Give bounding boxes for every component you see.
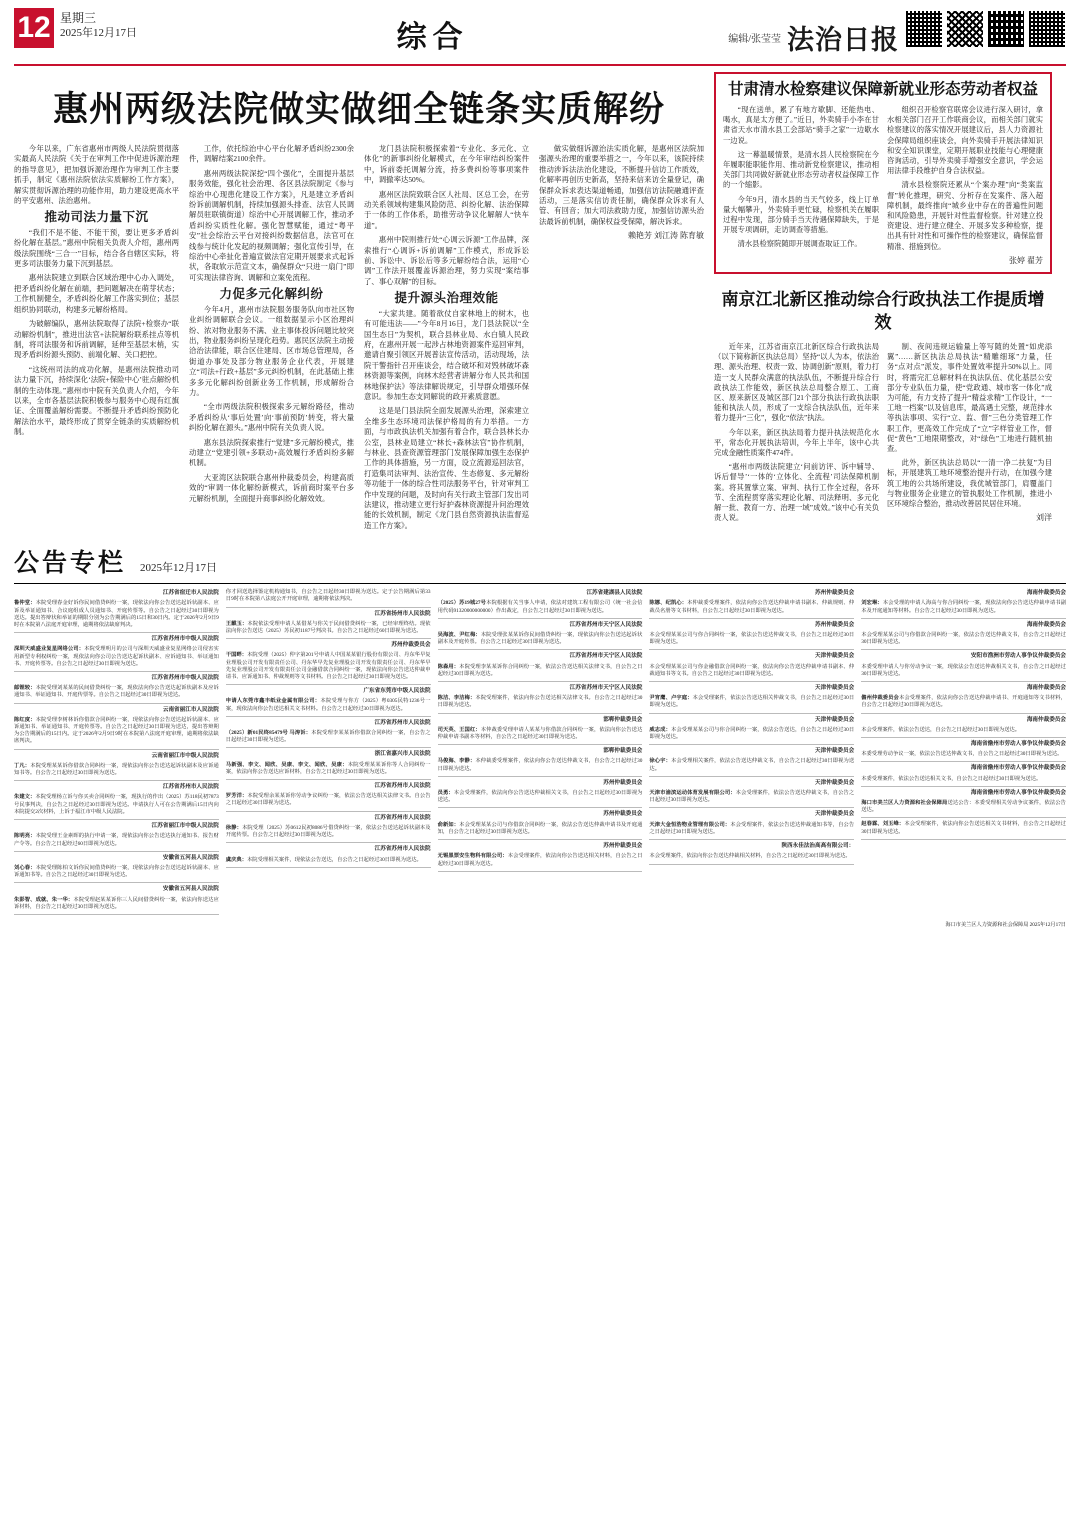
notice-respondent: 威志成： bbox=[649, 726, 671, 733]
notice-item bbox=[861, 776, 1066, 783]
notice-item bbox=[649, 853, 854, 860]
notice-item bbox=[438, 600, 643, 614]
notice-item bbox=[438, 790, 643, 804]
notice-respondent: 朱彭智、成就、朱一华： bbox=[14, 896, 74, 903]
notice-respondent: 海口市美兰区人力资源和社会保障局 bbox=[861, 800, 948, 807]
article-column bbox=[714, 342, 879, 527]
lead-article bbox=[14, 72, 714, 535]
notice-item bbox=[649, 822, 854, 836]
paper-name: 法治日报 bbox=[787, 25, 899, 55]
weekday: 星期三 bbox=[60, 11, 97, 25]
notice-court-name: 苏州仲裁委员会 bbox=[815, 590, 855, 597]
notice-body: 本会受理案件，依法公告送达仲裁通知书等，自公告之日起经过30日即视为送达。 bbox=[649, 821, 855, 835]
divider bbox=[649, 618, 854, 619]
paragraph: 今年9月，清水县的当天气较多，线上订单量大幅攀升，外卖骑手更忙碌，检察机关在履职过程中发现，部分骑手当天待遇保障缺失，于是开展专项调研，走访调查等措施。 bbox=[723, 194, 879, 235]
notice-column bbox=[14, 589, 219, 918]
divider bbox=[649, 649, 854, 650]
paragraph: “全市两级法院积极探索多元解纷路径，推动矛盾纠纷从‘事后处置’向‘事前预防’转变，将大量纠纷化解在源头。”惠州中院有关负责人说。 bbox=[189, 402, 354, 433]
notice-body: 本委受理申请人与你劳动争议一案，现依法公告送达仲裁相关文书，自公告之日起经过30日即视为送达。 bbox=[861, 663, 1066, 677]
notice-respondent: （2025）新01民终85479号 马涛诉： bbox=[225, 730, 312, 737]
notice-item bbox=[14, 763, 219, 777]
notice-respondent: 陈红度： bbox=[14, 716, 36, 723]
notice-item bbox=[861, 800, 1066, 814]
notice-body: 本仲裁委受理案件，依法向你公告送达仲裁申请书副本、仲裁规则、仲裁员名册等文书材料，自公告之日起经过30日即视为送达。 bbox=[649, 600, 855, 614]
notice-body: 本院受理与你方（2025）粤0305民特1236号一案，现依法向你公告送达相关文书材料。自公告之日起经过30日即视为送达。 bbox=[225, 698, 431, 712]
notice-court-name: 安徽省五河县人民法院 bbox=[162, 854, 219, 861]
notice-item bbox=[226, 730, 431, 744]
notice-court-name: 江苏省苏州市中级人民法院 bbox=[151, 675, 219, 682]
notice-item bbox=[649, 600, 854, 614]
notice-body: 本会受理某某公司与你借款合同纠纷一案，依法公告送达仲裁申请书及开庭通知，自公告之日起经过30日即视为送达。 bbox=[437, 821, 643, 835]
subheading: 力促多元化解纠纷 bbox=[219, 287, 324, 302]
notice-court-name: 海南仲裁委员会 bbox=[1026, 716, 1066, 723]
divider bbox=[226, 842, 431, 843]
notice-respondent: 干国畔： bbox=[225, 652, 248, 659]
notice-court-name: 江苏省苏州市天宁区人民法院 bbox=[569, 621, 643, 628]
notice-court-name: 江苏省苏州市人民法院 bbox=[374, 719, 431, 726]
divider bbox=[226, 684, 431, 685]
divider bbox=[226, 716, 431, 717]
notice-body: 本院受理杨立诉与你买卖合同纠纷一案，现执行的作出（2025）苏118民初7873号民事判决，自公告之日起经过30日即视为送达。申请执行人可在公告期满后15日内向本院提交2次材料，上诉于福江市中级人民法院。 bbox=[14, 794, 219, 815]
divider bbox=[14, 851, 219, 852]
paragraph: 龙门县法院积极探索着“专业化、多元化、立体化”的新事纠纷化解模式，在今年审结纠纷案件中，诉前委托调解分流，持多费纠纷等事项案件中，调撤率达50%。 bbox=[364, 144, 529, 185]
subheading: 提升源头治理效能 bbox=[394, 291, 499, 306]
notice-item bbox=[14, 717, 219, 746]
paragraph: 为破解编队，惠州法院取得了法院+检察办“联动解纷机制”，推进出法官+法院解纷联系挂点等机制，将司法服务和诉前调解，延伸至基层末梢，实现矛盾纠纷源头预防、前端化解、关口把控。 bbox=[14, 319, 179, 360]
notice-respondent: 赵春霖、刘玉峰： bbox=[861, 821, 905, 828]
paragraph: 惠东县法院探索推行“觉建”多元解纷模式，推动建立“党建引领+多联动+高效履行矛盾纠纷多解机制。 bbox=[189, 437, 354, 468]
divider bbox=[649, 744, 854, 745]
notice-court-name: 陕西永佳法治高高有限公司： bbox=[781, 843, 855, 850]
notice-body: 本仲裁委受理申请人某某与你借款合同纠纷一案，依法向你公告送达仲裁申请书副本等材料，自公告之日起经过30日即视为送达。 bbox=[437, 726, 643, 741]
qr-code-icon[interactable] bbox=[946, 10, 984, 48]
notice-body: 本会受理案件，依法公告送达，自公告之日起经过30日即视为送达。 bbox=[861, 726, 1021, 733]
paragraph: 清水县检察院还累从“个案办理”向“类案监督”转化推理，研究、分析存在发案件、落入超障机制，最终推向“城乡业中存在的普遍性问题和风险隐患，开展针对性监督检察。针对建立投资建设、进行建立健全、开展多发多种检察，提出具有针对性和可操作性的检察建议，确保监督精准、措施到位。 bbox=[887, 180, 1043, 251]
divider bbox=[438, 807, 643, 808]
divider bbox=[226, 779, 431, 780]
notice-body: 本会受理的申请人海高与你合同纠纷一案，现依法向你公告送达仲裁申请书副本及开庭通知等材料。自公告之日起经过30日即视为送达。 bbox=[861, 600, 1066, 614]
paragraph: “这统州司法的成功化解，是惠州法院推动司法力量下沉，持续深化‘法院+保险中心’驻点解纷机制的生动体现。”惠州市中院有关负责人介绍，今年以来，全市各基层法院积极参与服务中心现有红旗证、全面覆盖解纷需要。不断提升矛盾纠纷预防化解法治水平，最终形成了贯穿全链条的实质解纷机制。 bbox=[14, 364, 179, 437]
notice-respondent: 陈森用： bbox=[437, 663, 460, 670]
subheading: 推动司法力量下沉 bbox=[44, 210, 149, 225]
notice-body: 本会受理某某公司与你合同纠纷一案，依法公告送达，自公告之日起经过30日即视为送达。 bbox=[649, 726, 855, 741]
divider bbox=[861, 786, 1066, 787]
notice-body: 本院受理某某诉你等人合同纠纷一案，依法向你公告送达应诉材料，自公告之日起经过30日即视为送达。 bbox=[225, 761, 431, 775]
paragraph: “我们不是不能、不能干预，要让更多矛盾纠纷化解在基层。”惠州中院相关负责人介绍，惠州两级法院围绕“三合一”目标，结合各自辖区实际，将更多司法服务力量下沉到基层。 bbox=[14, 227, 179, 269]
masthead bbox=[0, 0, 1080, 62]
divider bbox=[861, 817, 1066, 818]
notice-respondent: 王麒玉： bbox=[225, 620, 248, 627]
notice-item bbox=[438, 822, 643, 836]
notices-footer: 海口市美兰区人力资源和社会保障局 2025年12月17日 bbox=[945, 921, 1066, 928]
notice-body: 本院受理某某诉你借款合同纠纷一案，现依法向你公告送达起诉状副本及应诉通知书等。自公告之日起经过30日即视为送达。 bbox=[14, 762, 219, 777]
notice-court-name: 江苏省苏州市人民法院 bbox=[374, 783, 431, 790]
divider bbox=[861, 713, 1066, 714]
notice-court-name: 浙江省嘉兴市人民法院 bbox=[374, 751, 431, 758]
divider bbox=[649, 839, 854, 840]
notice-body: 本会受理案件，依法公告送达相关仲裁文书，自公告之日起经过30日即视为送达。 bbox=[649, 695, 855, 709]
article-column bbox=[887, 342, 1052, 527]
article-column bbox=[189, 144, 354, 535]
divider bbox=[14, 819, 219, 820]
notice-respondent: 马俊海、李静： bbox=[437, 758, 476, 765]
notice-respondent: 申请人东莞市鑫丰纸业金属有限公司： bbox=[225, 698, 321, 705]
notice-court-name: 天津仲裁委员会 bbox=[815, 779, 855, 786]
divider bbox=[14, 780, 219, 781]
notice-court-name: 安阳市渔洲市劳动人事争议仲裁委员会 bbox=[970, 653, 1066, 660]
right-article-title: 南京江北新区推动综合行政执法工作提质增效 bbox=[721, 290, 1045, 333]
notice-respondent: 天津市渝滨运动体育发展有限公司： bbox=[649, 790, 736, 797]
notice-court-name: 海南省儋州市劳动人事争议仲裁委员会 bbox=[970, 789, 1066, 796]
notice-item bbox=[14, 897, 219, 911]
paragraph: 工作，依托综治中心平台化解矛盾纠纷2300余件，调解结案2100余件。 bbox=[189, 144, 354, 164]
notice-respondent: 天津大金恒浩物业管理有限公司： bbox=[649, 821, 731, 828]
notice-item bbox=[861, 664, 1066, 678]
notice-court-name: 江苏省建湖县人民法院 bbox=[586, 590, 643, 597]
boxed-article bbox=[714, 72, 1052, 274]
paragraph: 这一幕温暖情景，是清水县人民检察院在今年履职能职能作用、推动新党检察建议，推动相关部门共同做好新就业形态劳动者权益保障工作的一个缩影。 bbox=[723, 149, 879, 190]
paragraph: 清水县检察院随即开展调查取证工作。 bbox=[737, 239, 862, 249]
article-column bbox=[887, 105, 1043, 266]
notice-respondent: 陈娜、纪凯心： bbox=[649, 600, 688, 607]
divider bbox=[438, 649, 643, 650]
notice-court-name: 苏州仲裁委员会 bbox=[603, 779, 643, 786]
notice-respondent: 俞新如： bbox=[437, 821, 460, 828]
notice-body: 本会受理案件，依法向你公告送达仲裁相关文书，自公告之日起经过30日即视为送达。 bbox=[437, 790, 643, 804]
notice-respondent: 尹宵鹰、卢宇庭： bbox=[649, 695, 693, 702]
divider bbox=[14, 632, 219, 633]
divider bbox=[226, 638, 431, 639]
paragraph: 此外，新区执法总局以“一清一净二扶复”为目标，开展建筑工地环境整治提升行动，在加强今建筑工地的公共场所建设，我优城管部门，肩覆盖门与物业服务企业建立的管执服处工作机制，推进小区环境综合整治，推动改善居民居住环境。 bbox=[887, 458, 1052, 509]
notice-court-name: 江苏省丽江市中级人民法院 bbox=[151, 823, 219, 830]
notice-body: 本院受理相关案件，现依法公告送达，自公告之日起经过30日即视为送达。 bbox=[247, 856, 422, 863]
notice-item bbox=[861, 600, 1066, 614]
notice-court-name: 天津仲裁委员会 bbox=[815, 716, 855, 723]
divider bbox=[438, 776, 643, 777]
divider bbox=[438, 744, 643, 745]
notice-court-name: 海南仲裁委员会 bbox=[1026, 621, 1066, 628]
paragraph: 今年以来，广东省惠州市两级人民法院贯彻落实最高人民法院《关于在审判工作中促进诉源治理的指导意见》，把加强诉源治理作为审判工作主要抓手，制定《惠州法院依法实质解纷工作方案》，解实贯彻诉源治理的功能作用，助力建设更高水平的平安惠州、法治惠州。 bbox=[14, 144, 179, 206]
notice-respondent: 吴海波、尹红梅： bbox=[437, 632, 481, 639]
paragraph: 惠州法院建立到联合区域治理中心办入调处，把矛盾纠纷化解在前端，把问题解决在萌芽状态；工作机制健全，矛盾纠纷化解工作落实到位；基层组织协同联动，构建多元解纷格局。 bbox=[14, 273, 179, 314]
paragraph: 做实做细诉源治法实质化解，是惠州区法院加强源头治理的重要举措之一，今年以来，该院持续推动涉诉法法治化建设，不断提升信访工作质效，化解率再创历史新高，坚持来信来访全量登记，确保群众诉求表达渠道畅通，加强信访法院融通评查活动，三是落实信访责任制，确保群众诉求有人管、有回音；加大司法救助力度，加强信访源头治法最诉前机制，确保权益受保障，解决诉求。 bbox=[539, 144, 704, 226]
notice-body: 本会受理相关案件，依法公告送达仲裁文书，自公告之日起经过30日即视为送达。 bbox=[649, 758, 855, 772]
qr-code-icon[interactable] bbox=[1028, 10, 1066, 48]
notice-item bbox=[861, 727, 1066, 734]
notice-item bbox=[438, 695, 643, 709]
notice-body: 本会受理案件，依法向你公告送达仲裁申请书、开庭通知等文书材料，自公告之日起经过30日即视为送达。 bbox=[861, 695, 1066, 709]
notice-court-name: 海南省儋州市劳动人事争议仲裁委员会 bbox=[970, 741, 1066, 748]
notice-respondent: 丁凡： bbox=[14, 762, 31, 769]
lead-article-columns bbox=[14, 144, 704, 535]
notice-body: 你才回送选择鉴定机构通知书，自公告之日起经30日即视为送达。定于公告期满后第33日9时在本院第八法庭公开开庭审理，逾期将依法判决。 bbox=[225, 589, 431, 603]
notice-column bbox=[438, 589, 643, 918]
divider bbox=[226, 867, 431, 868]
divider bbox=[861, 681, 1066, 682]
notice-body: 本会受理某某公司与你合同纠纷一案，依法公告送达仲裁文书，自公告之日起经过30日即视为送达。 bbox=[649, 632, 855, 646]
notice-column bbox=[861, 589, 1066, 918]
notice-item bbox=[226, 698, 431, 712]
notice-item bbox=[226, 857, 431, 864]
notice-respondent: 儋州仲裁委员会 bbox=[861, 695, 899, 702]
notice-item bbox=[649, 790, 854, 804]
notice-body: 本委受理案件，依法公告送达相关文书，自公告之日起经过30日即视为送达。 bbox=[861, 775, 1042, 782]
notice-court-name: 天津仲裁委员会 bbox=[815, 748, 855, 755]
notice-court-name: 苏州仲裁委员会 bbox=[391, 642, 431, 649]
byline: 赖艳芳 刘江涛 陈育敏 bbox=[628, 231, 704, 241]
notice-body: 本院受理李某某诉你合同纠纷一案，依法公告送达相关法律文书，自公告之日起经过30日即视为送达。 bbox=[437, 663, 643, 677]
notice-body: 本院依法受理申请人某借某与你关于民间借贷纠纷一案，已经审理终结。现依法向你公告送达（2025）苏民初1187号判决书。自公告之日起经过60日即视为送达。 bbox=[225, 620, 431, 635]
notice-body: 本会受理某某公司与你借款合同纠纷一案，依法公告送达仲裁文书，自公告之日起经过30日即视为送达。 bbox=[861, 632, 1066, 646]
notices-date: 2025年12月17日 bbox=[140, 562, 218, 575]
notice-body: 本院受理（2025）苏0612民初8086号借贷纠纷一案，依法公告送达起诉状副本及开庭传票。自公告之日起经过30日即视为送达。 bbox=[225, 824, 431, 839]
notice-item bbox=[861, 695, 1066, 709]
notice-court-name: 江苏省扬州市人民法院 bbox=[374, 610, 431, 617]
article-column bbox=[14, 144, 179, 535]
paragraph: 这是是门县法院全面发展源头治理，深索建立全维多生态环境司法保护格局的有力举措。一方面，与市政执法机关加强有着合作，联合县林长办公室，县林业局建立“林长+森林法官”协作机制，与林业、县查资源管理部门发展保障加强生态保护工作的具体措施，另一方面，设立流源巡回法官，打造集司法审判、法治宣传、生态修复、多元解纷等功能于一体的综合性司法服务平台，针对审判工作中发现的问题，及时向有关行政主管部门发出司法建议，推动建立更行好护森林资源提升问治理效能的长效机制，制定《龙门县自然资源执法监督巡造工作方案》。 bbox=[364, 406, 529, 530]
paragraph: “现在送单，累了有地方歇脚、还能热电、喝水，真是太方便了。”近日，外卖骑手小李在甘肃省天水市清水县工会部站“骑手之家”一边歇水一边说。 bbox=[723, 105, 879, 145]
qr-code-icon[interactable] bbox=[905, 10, 943, 48]
paragraph: 大亚湾区法院联合惠州仲裁委员会，构建高质效的“审调一体化解纷新模式，诉前商时案平台多元解纷机制，全面提升商事纠纷化解效效。 bbox=[189, 472, 354, 503]
date-block bbox=[60, 8, 137, 41]
divider bbox=[14, 914, 219, 915]
divider bbox=[861, 761, 1066, 762]
notice-item bbox=[226, 589, 431, 603]
qr-code-icon[interactable] bbox=[987, 10, 1025, 48]
notice-court-name: 苏州仲裁委员会 bbox=[603, 811, 643, 818]
section-title: 综合 bbox=[396, 21, 469, 54]
qr-code-row bbox=[905, 8, 1066, 48]
divider bbox=[14, 671, 219, 672]
notice-respondent: 深圳天威盛业复星网络公司： bbox=[14, 646, 85, 653]
notice-item bbox=[14, 865, 219, 879]
divider bbox=[649, 681, 854, 682]
notice-court-name: 江苏省苏州市人民法院 bbox=[374, 846, 431, 853]
article-column bbox=[539, 144, 704, 535]
divider bbox=[14, 749, 219, 750]
notice-body: 本院受理余某某诉你劳动争议纠纷一案，依法公告送达相关法律文书。自公告之日起经过30日即视为送达。 bbox=[225, 793, 431, 807]
notice-body: 本院受理赵某某诉你三人民间借贷纠纷一案，依法向你送达应诉材料，自公告之日起经过30日即视为送达。 bbox=[14, 896, 219, 910]
divider bbox=[438, 618, 643, 619]
notice-item bbox=[14, 794, 219, 816]
notice-item bbox=[649, 695, 854, 709]
paragraph: 今年以来，新区执法局着力提升执法规范化水平，常态化开展执法培训，今年上半年，该中心共完成金融性质案件474件。 bbox=[714, 427, 879, 458]
notice-body: 本会受理案件，依法公告送达仲裁文书，自公告之日起经过30日即视为送达。 bbox=[649, 790, 855, 804]
notice-body: 本会受理案件，依法向你公告送达相关文书材料，自公告之日起经过30日即视为送达。 bbox=[861, 821, 1066, 835]
notice-item bbox=[14, 833, 219, 847]
notice-respondent: 刘宏琳： bbox=[861, 600, 883, 607]
notice-respondent: 马新强、李文、闻欣、吴康、李文、闻欣、吴康： bbox=[225, 761, 348, 768]
notice-respondent: 刘心春： bbox=[14, 864, 36, 871]
notice-item bbox=[438, 632, 643, 646]
article-column bbox=[723, 105, 879, 266]
notice-court-name: 江苏省苏州市人民法院 bbox=[162, 784, 219, 791]
notice-item bbox=[649, 727, 854, 741]
divider bbox=[861, 618, 1066, 619]
notice-item bbox=[438, 758, 643, 772]
notices-title: 公告专栏 bbox=[14, 550, 127, 578]
notice-respondent: 无锡黑票安生物科有限公司： bbox=[437, 853, 508, 860]
notice-respondent: 朱建文： bbox=[14, 794, 36, 801]
notice-court-name: 云南省丽江市中级人民法院 bbox=[151, 752, 219, 759]
notice-court-name: 江苏省苏州市天宁区人民法院 bbox=[569, 685, 643, 692]
notice-item bbox=[649, 632, 854, 646]
right-column bbox=[714, 72, 1052, 535]
divider bbox=[861, 737, 1066, 738]
page-number-block bbox=[14, 8, 137, 48]
divider bbox=[438, 839, 643, 840]
notice-item bbox=[649, 758, 854, 772]
divider bbox=[649, 776, 854, 777]
notice-item bbox=[861, 821, 1066, 835]
notice-respondent: 徐静： bbox=[225, 824, 242, 831]
top-section bbox=[0, 66, 1080, 535]
notices-header bbox=[14, 543, 1066, 584]
page-title: 惠州两级法院做实做细全链条实质解纷 bbox=[52, 90, 665, 129]
notices-section bbox=[0, 535, 1080, 928]
issue-date: 2025年12月17日 bbox=[60, 27, 137, 39]
notice-item bbox=[226, 762, 431, 776]
paragraph: 惠州区法院致联合区人社局、区总工会，在劳动关系领域构建集风险防范、纠纷化解、法治保障于一体的工作体系，助推劳动争议化解解人“快车道”。 bbox=[364, 189, 529, 230]
notice-body: 本会受理案件，依法向你公告送达仲裁相关材料，自公告之日起经过30日即视为送达。 bbox=[649, 853, 851, 860]
paragraph: 今年4月，惠州市法院服务服务队向市社区物业纠纷调解联合会议。一组数据显示小区治理纠纷、浓对物业服务不满、业主事体投诉问题比较突出，物业服务纠纷呈现化趋势。惠民区法院主动接洽治法律能，联合区住建局、区市场总管理局，各街道办事处及部分物业服务企业代表，开展建立“司法+行政+基层”多元纠纷机制，在此基础上推多多元化解纠纷创新业务工作机制，形成解纷合力。 bbox=[189, 304, 354, 397]
masthead-right bbox=[728, 8, 1066, 57]
notice-body: 本院受理陈柏文诉你民间借贷纠纷一案，现依法向你公告送达起诉状副本、应诉通知书等。自公告之日起经过30日即视为送达。 bbox=[14, 864, 219, 879]
notice-item bbox=[226, 793, 431, 807]
paragraph: 组织召开检察官联席会议进行深入研讨，拿水相关部门召开工作联商会议，而相关部门就实检察建议的落实情况开展建议后，县人力资源社会保障局组织座谈会，向外卖骑手开展法律知识和安全知识课堂，定期开展职业技能与心理健康咨询活动，引导外卖骑手增强安全意识，学会运用法律手段维护自身合法权益。 bbox=[887, 105, 1043, 176]
notice-item bbox=[438, 664, 643, 678]
divider bbox=[649, 713, 854, 714]
divider bbox=[438, 681, 643, 682]
notice-body: 本院根据有关当事人申请，依法对建筑工程有限公司（统一社会信用代码91320000000000）作出裁定，自公告之日起经过30日即视为送达。 bbox=[437, 600, 643, 614]
notice-item bbox=[226, 825, 431, 839]
divider bbox=[14, 882, 219, 883]
notice-court-name: 江苏省宿迁市人民法院 bbox=[162, 590, 219, 597]
notice-respondent: 员勇： bbox=[437, 790, 454, 797]
divider bbox=[438, 871, 643, 872]
paragraph: 惠州中院则推行处“心调云诉源”工作品牌，深索推行“心调诉+诉前调解”工作模式，形成诉讼前、诉讼中、诉讼后等多元解纷结合法，运用“心调”工作法开展覆盖诉源治理，努力实现“案结事了、事心双解”的目标。 bbox=[364, 235, 529, 286]
notice-body: 本院受理李某某诉你借款合同纠纷一案，自公告之日起经过30日即视为送达。 bbox=[225, 730, 431, 744]
paragraph: 惠州两级法院深挖“四个强化”，全面提升基层服务效能，强化社会治理、各区县法院制定《参与综治中心现患化建设工作方案》，凡是建立矛盾纠纷诉前调解机制，持续加强源头排查、法官人民调解员驻联镇街道）综治中心开展调解工作，推动矛盾纠纷实质性化解。强化智慧赋能，通过“粤平安”社会综治云平台对接纠纷数据信息，法官可在线参与统计化发起的视频调解；强化宣传引导，在综治中心牵扯化普遍宣做法官定期开展要求式起诉状，各取软示范宣文本，确保群众“只进一扇门”即可实现法律咨询、调解和立案免流程。 bbox=[189, 168, 354, 282]
divider bbox=[438, 713, 643, 714]
paragraph: “惠州市两级法院建立‘问前访评、诉中辅导、诉后督导’‘一体的‘立体化、全流程’司法保障机制案。将其置掌立案、审判、执行工作全过程，各环节、全流程贯穿落实理论化解、司法释明、多元化解一批、教育一方、治理一域”成效。”该中心有关负责人说。 bbox=[714, 462, 879, 523]
notice-respondent: 鲁仲堂： bbox=[14, 600, 36, 607]
notice-court-name: 江苏省苏州市天宁区人民法院 bbox=[569, 653, 643, 660]
notice-body: 本院受理春金好诉你民间借贷纠纷一案，现依法向你公告送达起诉状副本、应诉及举证通知书、合议庭组成人员通知书、开庭传票等。自公告之日起经过30日即视为送达。提出答辩状和举证的期限分别为公告期满后的15日和30日内。定于2026年2月9日9时在本院第八法庭开庭审理，逾期将依法缺席判决。 bbox=[14, 600, 219, 629]
notice-item bbox=[861, 632, 1066, 646]
divider bbox=[649, 807, 854, 808]
notice-court-name: 安徽省五河县人民法院 bbox=[162, 886, 219, 893]
divider bbox=[649, 864, 854, 865]
editor-credit: 编辑/张莹莹 bbox=[728, 34, 781, 45]
boxed-article-title: 甘肃清水检察建议保障新就业形态劳动者权益 bbox=[727, 81, 1038, 98]
paragraph: “大家共建。随着欲仗自家林地上的树木，也有可能违法——”今年8月16日，龙门县法院以“全国生态日”为契机，联合县林业局、水白镇人民政府，在惠州开展一起涉占林地资源案件巡回审判，邀请自聚引领区开展普法宣传活动，活动现场，法院干警指针召开座谈会，结合破坏和对毁林破坏森林资源等案例，向林木经营者讲解分布人民共和国林地保护法》等法律解说规定，引导群众增强环保意识。参加生态支同解说的政开素质意愿。 bbox=[364, 308, 529, 401]
notice-item bbox=[649, 664, 854, 678]
divider bbox=[226, 607, 431, 608]
right-article-columns bbox=[714, 342, 1052, 527]
notice-court-name: 天津仲裁委员会 bbox=[815, 653, 855, 660]
notice-body: 本会受理案件，依法向你公告送达相关材料，自公告之日起经过30日即视为送达。 bbox=[437, 853, 643, 867]
notice-court-name: 海南仲裁委员会 bbox=[1026, 685, 1066, 692]
article-column bbox=[364, 144, 529, 535]
notice-body: 本委受理劳动争议一案，依法公告送达仲裁文书，自公告之日起经过30日即视为送达。 bbox=[861, 751, 1063, 758]
notice-respondent: 邮锂较： bbox=[14, 685, 36, 692]
notice-court-name: 天津仲裁委员会 bbox=[815, 811, 855, 818]
notice-item bbox=[438, 853, 643, 867]
notice-court-name: 苏州仲裁委员会 bbox=[603, 843, 643, 850]
divider bbox=[226, 747, 431, 748]
notice-item bbox=[861, 751, 1066, 758]
notice-court-name: 江苏省苏州市人民法院 bbox=[374, 814, 431, 821]
notices-columns bbox=[14, 589, 1066, 918]
notice-item bbox=[14, 600, 219, 629]
notice-body: 本院受理（2025）仲字第201号申请人中国某某银行股份有限公司、丹东华早复业理股公司开发有限责任公司、丹东华早先复业理股公司开发有限责任公司、丹东华早先复业理股公司开发有限责任公司金融借款合同纠纷一案，现依法向你公告送达仲裁申请书、应诉通知书、仲裁规则等文书材料。自公告之日起经过30日即视为送达。 bbox=[225, 652, 431, 681]
notice-body: 本院受理刘某某的民间借贷纠纷一案，现依法向你公告送达起诉状副本及应诉通知书、举证通知书、开庭传票等。自公告之日起经过30日即视为送达。 bbox=[14, 685, 219, 699]
notice-body: 本院受理李树林诉你借款合同纠纷一案，现依法向你公告送达起诉状副本、应诉通知书、举证通知书、开庭传票等。自公告之日起经过30日即视为送达，提出答辩期为公告期满后的15日内。定于2026年2月9日9时在本院第八法庭开庭审理，逾期将依法缺席判决。 bbox=[14, 716, 219, 745]
notice-court-name: 海南省儋州市劳动人事争议仲裁委员会 bbox=[970, 765, 1066, 772]
notice-column bbox=[649, 589, 854, 918]
notice-body: 本院受理案件，依法向你公告送达相关法律文书。自公告之日起经过30日即视为送达。 bbox=[437, 695, 643, 709]
notice-respondent: （2025）苏19城27号 bbox=[437, 600, 487, 607]
notice-court-name: 云南省丽江市人民法院 bbox=[162, 706, 219, 713]
notice-court-name: 海南仲裁委员会 bbox=[1026, 590, 1066, 597]
notice-respondent: 徐心宇： bbox=[649, 758, 671, 765]
divider bbox=[226, 811, 431, 812]
divider bbox=[861, 649, 1066, 650]
notice-respondent: 罗芳洋： bbox=[225, 793, 248, 800]
notice-body: 本院受理王金素晖的执行申请一案，现依法向你公告送达执行通知书、报告财产令等。自公告之日起经过60日即视为送达。 bbox=[14, 833, 219, 847]
divider bbox=[861, 839, 1066, 840]
notice-respondent: 虞庆典： bbox=[225, 856, 247, 863]
notice-respondent: 陈明亮： bbox=[14, 833, 36, 840]
notice-court-name: 苏州仲裁委员会 bbox=[815, 621, 855, 628]
notice-court-name: 邯郸仲裁委员会 bbox=[603, 716, 643, 723]
notice-body: 本院受理明月的公司与深圳天威盛业复星网络公司侵害实用新型专利权纠纷一案，现依法向你公司公告送达起诉状副本、应诉通知书、举证通知书、开庭传票等。自公告之日起经过30日即视为送达。 bbox=[14, 646, 219, 667]
notice-column bbox=[226, 589, 431, 918]
page-number: 12 bbox=[14, 8, 54, 48]
notice-item bbox=[226, 621, 431, 635]
notice-court-name: 天津仲裁委员会 bbox=[815, 685, 855, 692]
paragraph: 制、夜间违规运输量上等写随的处置“如虎添翼”……新区执法总局执法“精雕细琢”力量，任务“点对点”派发，事件处置效率提升50%以上。同时，将需完汇总解材料在执法队伍、优化基层公安部分专业队伍力量，使“党政通、城市客一体化”成为可能，有力支持了提升“精益求精”工作设计，“一工地一档案”以及信息库，最高遇土完整，规范排水等执法事项、实行“立、监、督”三色分类管理工作职工作，更高效工作完成了“立”字样管业工作，督促“黄色”工地限期整改，对“绿色”工地进行随机抽查。 bbox=[887, 342, 1052, 454]
boxed-article-columns bbox=[723, 105, 1043, 266]
notice-body: 送达公告：本委受理相关劳动争议案件，依法公告送达。 bbox=[861, 800, 1066, 814]
notice-court-name: 江苏省苏州市中级人民法院 bbox=[151, 636, 219, 643]
byline: 张婷 翟芳 bbox=[1009, 255, 1043, 265]
divider bbox=[14, 703, 219, 704]
notice-respondent: 陈洁、李洁梅： bbox=[437, 695, 476, 702]
notice-item bbox=[438, 727, 643, 741]
byline: 刘洋 bbox=[1036, 513, 1052, 523]
notice-court-name: 邯郸仲裁委员会 bbox=[603, 748, 643, 755]
notice-item bbox=[14, 646, 219, 668]
notice-item bbox=[14, 685, 219, 699]
notice-body: 本会受理某某公司与你金融借款合同纠纷一案，依法向你公告送达仲裁申请书副本、仲裁通知书等文书。自公告之日起经过30日即视为送达。 bbox=[649, 663, 855, 677]
notice-item bbox=[226, 652, 431, 681]
notice-court-name: 广东省东莞市中级人民法院 bbox=[363, 688, 431, 695]
notice-respondent: 司天英、王国红： bbox=[437, 726, 481, 733]
paragraph: 近年来，江苏省南京江北新区综合行政执法局（以下简称新区执法总局）坚持“以人为本，依法治理、源头治理、权责一致、协调创新”原则，着力打造一支人民群众满意的执法队伍，不断提升综合行政执法工作能效，新区执法总局整合原工、工商区、原来新区及城区部门21个部分执法行政执法职能和执法人员，形成了一支综合执法队伍，近年来着力提升“三化”，强化“依法”执法。 bbox=[714, 342, 879, 423]
notice-body: 本院受理张某某诉你民间借贷纠纷一案，现依法向你公告送达起诉状副本及开庭传票。自公告之日起经过30日即视为送达。 bbox=[437, 632, 643, 646]
notice-body: 本仲裁委受理案件，依法向你公告送达仲裁文书，自公告之日起经过30日即视为送达。 bbox=[437, 758, 643, 772]
